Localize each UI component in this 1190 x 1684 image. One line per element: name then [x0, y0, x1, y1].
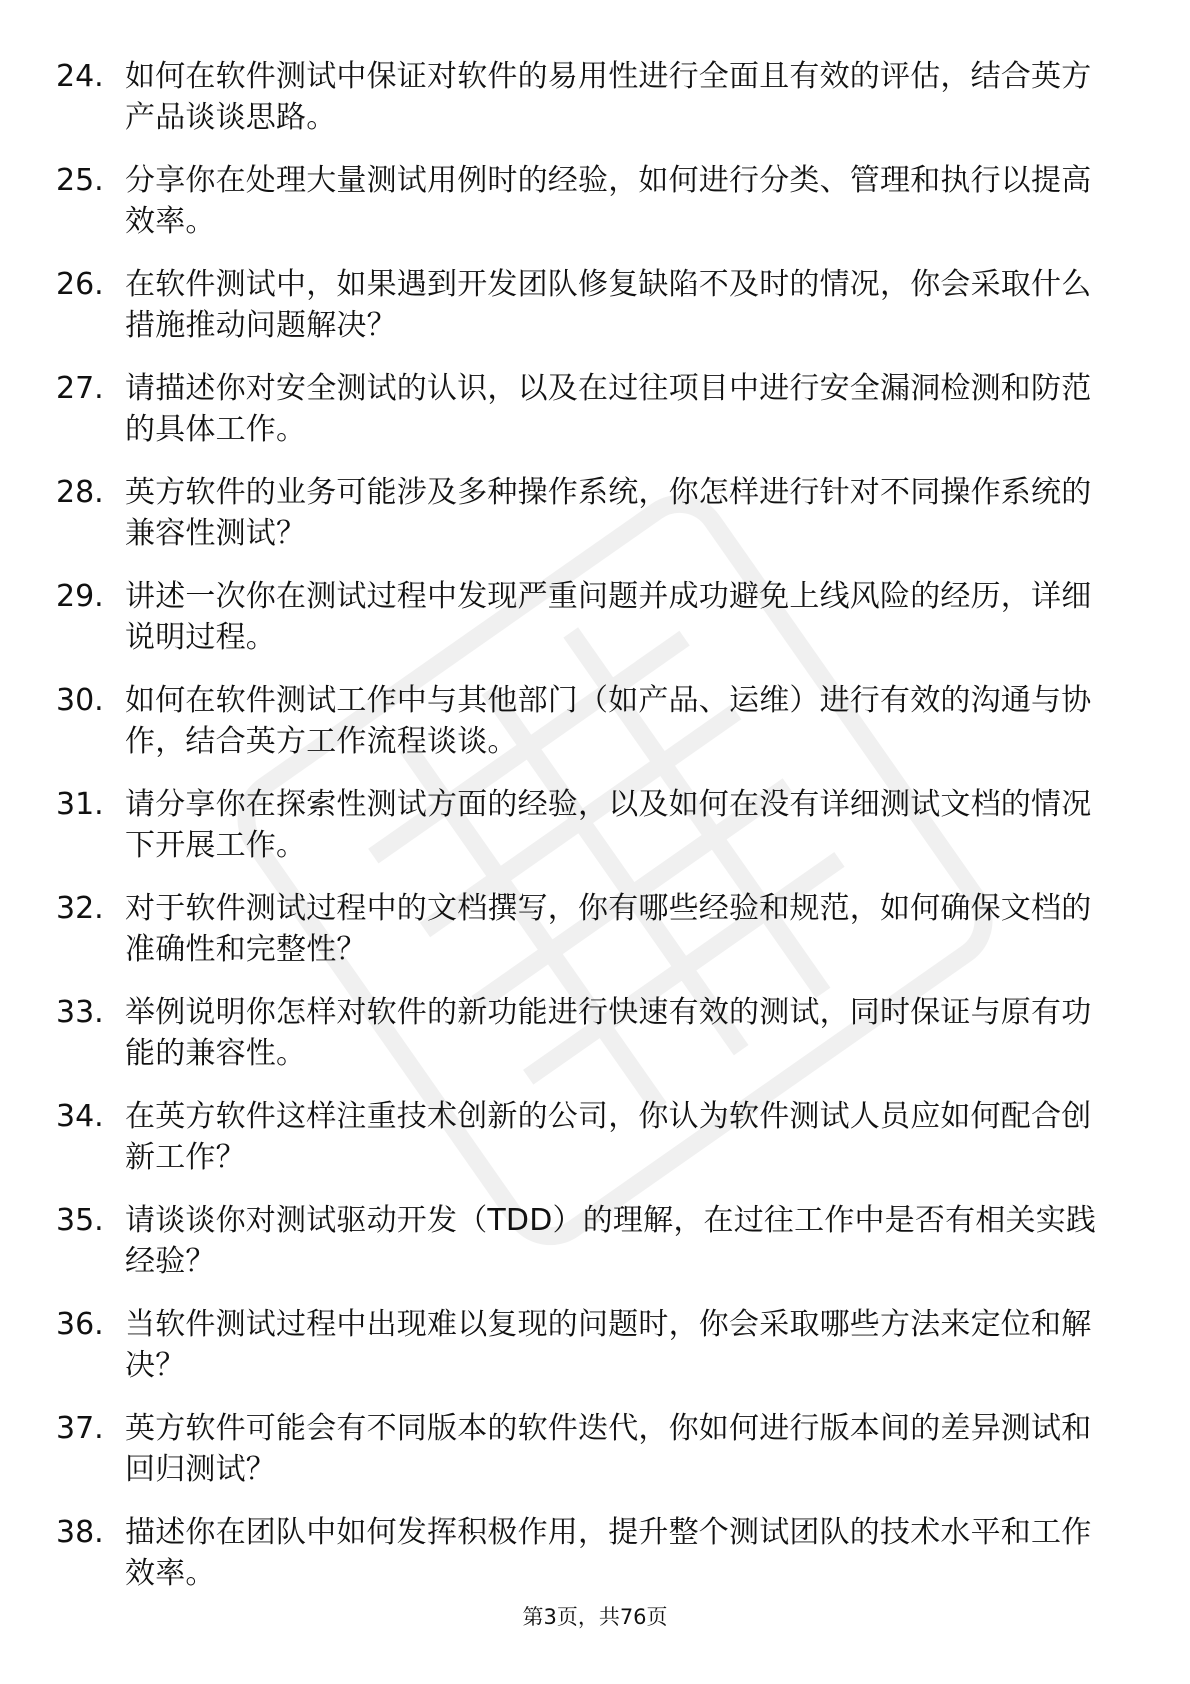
- question-text: 英方软件可能会有不同版本的软件迭代，你如何进行版本间的差异测试和回归测试？: [125, 1411, 1092, 1487]
- question-text: 当软件测试过程中出现难以复现的问题时，你会采取哪些方法来定位和解决？: [125, 1307, 1092, 1383]
- question-text: 描述你在团队中如何发挥积极作用，提升整个测试团队的技术水平和工作效率。: [125, 1515, 1092, 1591]
- question-text: 讲述一次你在测试过程中发现严重问题并成功避免上线风险的经历，详细说明过程。: [125, 579, 1092, 655]
- question-text: 如何在软件测试工作中与其他部门（如产品、运维）进行有效的沟通与协作，结合英方工作流程谈谈。: [125, 683, 1092, 759]
- question-number: 30.: [56, 683, 104, 718]
- question-text: 分享你在处理大量测试用例时的经验，如何进行分类、管理和执行以提高效率。: [125, 163, 1092, 239]
- list-item: [56, 1192, 1116, 1296]
- question-number: 33.: [56, 995, 104, 1030]
- list-item: [56, 360, 1116, 464]
- list-item: [56, 1088, 1116, 1192]
- question-text: 英方软件的业务可能涉及多种操作系统，你怎样进行针对不同操作系统的兼容性测试？: [125, 475, 1092, 551]
- list-item: [56, 672, 1116, 776]
- question-text: 举例说明你怎样对软件的新功能进行快速有效的测试，同时保证与原有功能的兼容性。: [125, 995, 1092, 1071]
- question-number: 29.: [56, 579, 104, 614]
- list-item: [56, 984, 1116, 1088]
- question-number: 26.: [56, 267, 104, 302]
- list-item: [56, 256, 1116, 360]
- question-number: 25.: [56, 163, 104, 198]
- question-number: 32.: [56, 891, 104, 926]
- question-number: 31.: [56, 787, 104, 822]
- question-list: [56, 48, 1116, 1608]
- question-number: 24.: [56, 59, 104, 94]
- list-item: [56, 48, 1116, 152]
- list-item: [56, 568, 1116, 672]
- list-item: [56, 464, 1116, 568]
- question-number: 34.: [56, 1099, 104, 1134]
- list-item: [56, 776, 1116, 880]
- list-item: [56, 1296, 1116, 1400]
- question-text: 请分享你在探索性测试方面的经验，以及如何在没有详细测试文档的情况下开展工作。: [125, 787, 1092, 863]
- list-item: [56, 1400, 1116, 1504]
- question-text: 请谈谈你对测试驱动开发（TDD）的理解，在过往工作中是否有相关实践经验？: [125, 1203, 1097, 1279]
- page-footer: 第3页，共76页: [522, 1605, 668, 1629]
- question-number: 37.: [56, 1411, 104, 1446]
- question-number: 28.: [56, 475, 104, 510]
- list-item: [56, 1504, 1116, 1608]
- list-item: [56, 152, 1116, 256]
- question-number: 36.: [56, 1307, 104, 1342]
- question-text: 如何在软件测试中保证对软件的易用性进行全面且有效的评估，结合英方产品谈谈思路。: [125, 59, 1092, 135]
- question-text: 对于软件测试过程中的文档撰写，你有哪些经验和规范，如何确保文档的准确性和完整性？: [125, 891, 1092, 967]
- list-item: [56, 880, 1116, 984]
- question-number: 38.: [56, 1515, 104, 1550]
- question-number: 27.: [56, 371, 104, 406]
- question-text: 在英方软件这样注重技术创新的公司，你认为软件测试人员应如何配合创新工作？: [125, 1099, 1092, 1175]
- question-text: 在软件测试中，如果遇到开发团队修复缺陷不及时的情况，你会采取什么措施推动问题解决？: [125, 267, 1092, 343]
- question-text: 请描述你对安全测试的认识，以及在过往项目中进行安全漏洞检测和防范的具体工作。: [125, 371, 1092, 447]
- question-number: 35.: [56, 1203, 104, 1238]
